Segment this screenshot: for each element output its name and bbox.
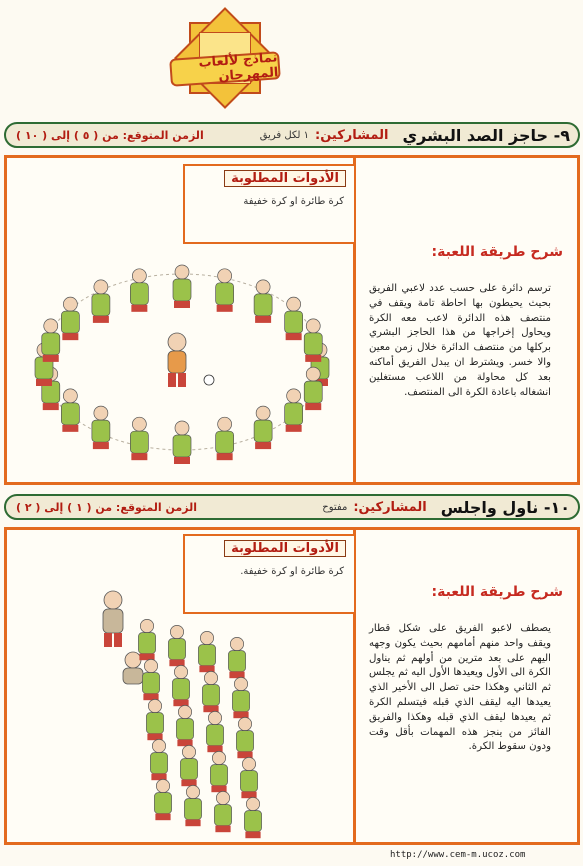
leader-player xyxy=(103,591,123,647)
player-figure xyxy=(285,389,303,432)
player-figure xyxy=(285,297,303,340)
player-figure xyxy=(130,269,148,312)
game-panel xyxy=(4,527,580,845)
method-heading: شرح طريقة اللعبة: xyxy=(431,584,563,600)
game-header-bar xyxy=(4,494,580,520)
player-figure xyxy=(92,280,110,323)
player-figure xyxy=(168,625,185,666)
expected-time: الزمن المتوقع: من ( ١ ) إلى ( ٢ ) xyxy=(16,500,197,514)
center-player xyxy=(168,333,186,387)
method-text: يصطف لاعبو الفريق على شكل قطار ويقف واحد منهم أمامهم بحيث يكون وجهه اليهم على بعد مترين من أولهم ثم يناول الكرة الى الأول ويعيدها الأول اليه ثم يجلس ثم الثاني وهكذا حتى تصل الى الأخير الذي يعيدها اليه ليقف الذي قبله فيتسلم الكرة ثم يعيدها ليقف الذي قبله وهكذا والفريق الفائز من ينجز هذه المهمات بأقل وقت ودون سقوط الكرة. xyxy=(369,623,551,753)
player-figure xyxy=(61,389,79,432)
circle-players-illustration xyxy=(17,250,347,475)
player-figure xyxy=(198,631,215,672)
player-figure xyxy=(173,421,191,464)
tools-heading: الأدوات المطلوبة xyxy=(224,170,346,187)
participants-value: ١ لكل فريق xyxy=(259,129,310,141)
expected-time: الزمن المتوقع: من ( ٥ ) إلى ( ١٠ ) xyxy=(16,128,204,142)
player-figure xyxy=(304,319,322,362)
player-figure xyxy=(42,319,60,362)
player-figure xyxy=(92,406,110,449)
player-figure xyxy=(150,739,167,780)
player-figure xyxy=(173,265,191,308)
player-figure xyxy=(210,751,227,792)
player-figure xyxy=(142,659,159,700)
player-figure xyxy=(130,417,148,460)
participants-label: المشاركين: xyxy=(315,127,389,143)
player-figure xyxy=(214,791,231,832)
tools-text: كرة طائرة او كرة خفيفة. xyxy=(240,566,344,577)
player-figure xyxy=(254,280,272,323)
tools-heading: الأدوات المطلوبة xyxy=(224,540,346,557)
footer-url: http://www.cem-m.ucoz.com xyxy=(390,850,526,860)
player-figure xyxy=(304,367,322,410)
game-title: ١٠- ناول واجلس xyxy=(440,497,570,517)
player-figure xyxy=(232,677,249,718)
ball-icon xyxy=(204,375,214,385)
lines-players-illustration xyxy=(87,586,287,842)
player-figure xyxy=(61,297,79,340)
page-title: نماذج لألعاب المهرجان xyxy=(169,51,281,87)
method-text: ترسم دائرة على حسب عدد لاعبي الفريق بحيث يحيطون بها احاطة تامة ويقف في منتصف هذه الدائرة لاعب معه الكرة ويحاول إخراجها من هذا الحاجز البشري بركلها من منتصف الدائرة خلال زمن معين والا خسر. ويشترط ان يبدل الفريق أماكنه بعد كل محاولة من اللاعب مستغلين انشغاله باعادة الكرة الى المنتصف. xyxy=(369,283,551,398)
player-figure xyxy=(244,797,261,838)
participants-value: مفتوح xyxy=(322,501,348,513)
player-figure xyxy=(202,671,219,712)
game-header-bar xyxy=(4,122,580,148)
method-heading: شرح طريقة اللعبة: xyxy=(431,244,563,260)
player-figure xyxy=(228,637,245,678)
player-figure xyxy=(216,417,234,460)
player-figure xyxy=(254,406,272,449)
game-panel xyxy=(4,155,580,485)
tools-box xyxy=(183,164,356,244)
player-figure xyxy=(184,785,201,826)
tools-text: كرة طائرة او كرة خفيفة xyxy=(243,196,344,207)
player-figure xyxy=(180,745,197,786)
game-title: ٩- حاجز الصد البشري xyxy=(402,125,570,145)
player-figure xyxy=(154,779,171,820)
player-figure xyxy=(172,665,189,706)
player-figure xyxy=(138,619,155,660)
player-figure xyxy=(146,699,163,740)
player-figure xyxy=(206,711,223,752)
participants-label: المشاركين: xyxy=(353,499,427,515)
player-figure xyxy=(240,757,257,798)
player-figure xyxy=(236,717,253,758)
player-figure xyxy=(176,705,193,746)
player-figure xyxy=(216,269,234,312)
